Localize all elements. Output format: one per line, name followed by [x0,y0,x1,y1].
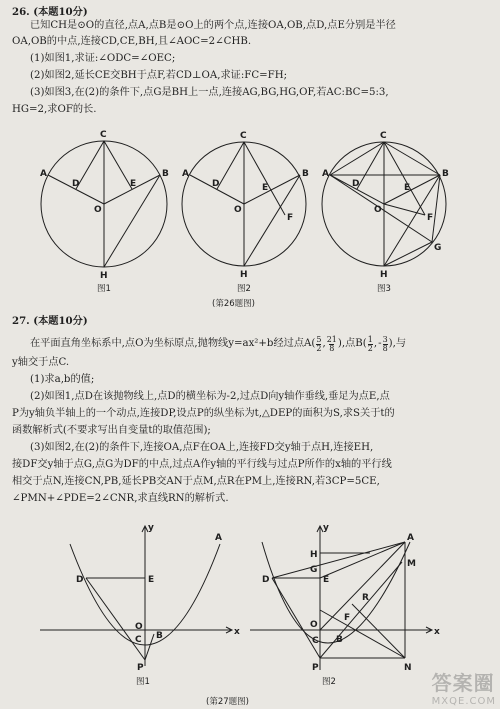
fig27-1-label-A: A [215,533,222,543]
fig27-2-label-C: C [312,636,319,646]
q26-part3-line1: (3)如图3,在(2)的条件下,点G是BH上一点,连接AG,BG,HG,OF,若AC:BC=5:3, [30,87,389,98]
watermark-line2: MXQE.COM [431,696,496,707]
q27-stem-line2: y轴交于点C. [12,357,70,368]
q26-part1: (1)如图1,求证:∠ODC=∠OEC; [30,53,176,64]
q27-stem-text-c: ),与 [388,338,407,350]
q26-stem-line2: OA,OB的中点,连接CD,CE,BH,且∠AOC=2∠CHB. [12,36,252,47]
fraction-denominator: 8 [382,344,388,353]
q27-part3-line2: 接DF交y轴于点G,点G为DF的中点,过点A作y轴的平行线与过点P所作的x轴的平行线 [12,459,392,470]
fig27-1-label-B: B [156,631,163,641]
fig27-2-label-F: F [344,613,351,623]
fig26-3-label-H: H [380,270,388,280]
fig26-3-label-E: E [404,183,411,193]
fig26-2-label-E: E [262,183,269,193]
q27-part1: (1)求a,b的值; [30,374,95,385]
fig27-2-label-y: y [323,523,329,533]
q27-part3-line4: ∠PMN+∠PDE=2∠CNR,求直线RN的解析式. [12,493,229,504]
fig26-2-label-B: B [302,169,309,179]
fig26-3-label-D: D [352,179,360,189]
fig27-2-label-x: x [434,627,440,637]
minus-sign: - [378,338,382,350]
q27-stem-text-a: 在平面直角坐标系中,点O为坐标原点,抛物线y=ax²+b经过点A( [30,338,316,350]
fig26-3-label-O: O [374,205,382,215]
q27-part2-line2: P为y轴负半轴上的一个动点,连接DP,设点P的纵坐标为t,△DEP的面积为S,求S关于t的 [12,408,395,419]
fig26-3-label-B: B [442,169,449,179]
fig27-2-label-D: D [262,575,270,585]
q27-heading: 27. (本题10分) [12,315,88,327]
fig27-2-caption: 图2 [322,677,336,687]
fig27-1-label-P: P [137,663,144,673]
q27-part2-line3: 函数解析式(不要求写出自变量t的取值范围); [12,425,211,436]
fig26-2-label-A: A [182,169,189,179]
fraction-numerator: 5 [316,335,322,344]
fig27-2-label-B: B [336,635,343,645]
fig26-3-label-C: C [380,131,387,141]
q27-part3-line3: 相交于点N,连接CN,PB,延长PB交AN于点M,点R在PM上,连接RN,若3CP=5CE, [12,476,380,487]
fig26-1-label-A: A [40,169,47,179]
fig26-1-caption: 图1 [97,284,111,294]
fig27-2-label-G: G [310,565,318,575]
fig27-2-label-R: R [362,593,369,603]
q26-figure-caption: (第26题图) [212,299,255,309]
q27-figure-caption: (第27题图) [206,697,249,707]
fig26-1-label-H: H [100,271,108,281]
fig27-1-label-C: C [135,635,142,645]
fig27-2-label-A: A [407,533,414,543]
fraction-denominator: 2 [316,344,322,353]
fraction-numerator: 21 [326,335,337,344]
fig26-2-label-H: H [240,270,248,280]
q26-heading: 26. (本题10分) [12,6,88,18]
fig26-1-label-B: B [162,169,169,179]
fig27-2-label-M: M [407,559,416,569]
fraction-denominator: 8 [329,344,335,353]
fig26-2-label-C: C [240,131,247,141]
fig26-1-label-D: D [72,179,80,189]
fig27-2-label-P: P [312,663,319,673]
comma: , [322,338,326,350]
fig26-2-label-D: D [212,179,220,189]
fig27-1-label-y: y [148,523,154,533]
q26-figures [0,120,500,310]
fig27-2-label-O: O [310,620,318,630]
fig27-1-label-E: E [148,575,155,585]
fig26-1-label-O: O [94,205,102,215]
q26-part2: (2)如图2,延长CE交BH于点F,若CD⊥OA,求证:FC=FH; [30,70,288,81]
fig26-1-label-E: E [130,179,137,189]
fraction-numerator: 3 [382,335,388,344]
fig27-1-caption: 图1 [136,677,150,687]
fig26-3-caption: 图3 [377,284,391,294]
q27-figures [0,520,500,709]
fraction-numerator: 1 [367,335,373,344]
point-a-y-fraction [327,336,337,353]
fig27-2-label-H: H [310,550,318,560]
point-a-x-fraction [316,336,321,353]
fig27-1-label-D: D [76,575,84,585]
fig27-2-label-E: E [323,575,330,585]
fig26-3-label-A: A [322,169,329,179]
fig26-1-label-C: C [100,130,107,140]
fraction-denominator: 2 [367,344,373,353]
fig26-2-label-F: F [287,213,294,223]
point-b-y-fraction [383,336,388,353]
q27-part3-line1: (3)如图2,在(2)的条件下,连接OA,点F在OA上,连接FD交y轴于点H,连接EH, [30,442,374,453]
fig26-3-label-F: F [427,213,434,223]
q26-stem-line1: 已知CH是⊙O的直径,点A,点B是⊙O上的两个点,连接OA,OB,点D,点E分别是半径 [30,20,396,31]
watermark-logo [432,667,496,707]
watermark-line1: 答案圈 [431,671,495,695]
q27-part2-line1: (2)如图1,点D在该抛物线上,点D的横坐标为-2,过点D向y轴作垂线,垂足为点E,点 [30,391,390,402]
q26-part3-line2: HG=2,求OF的长. [12,104,97,115]
fig26-2-caption: 图2 [237,284,251,294]
comma: , [373,338,378,350]
fig27-2-label-N: N [404,663,412,673]
fig27-1-label-x: x [234,627,240,637]
fig26-3-label-G: G [434,243,442,253]
point-b-x-fraction [368,336,373,353]
q27-stem-line1 [30,336,406,353]
q27-stem-text-b: ),点B( [337,338,367,350]
fig27-1-label-O: O [135,622,143,632]
fig26-2-label-O: O [234,205,242,215]
